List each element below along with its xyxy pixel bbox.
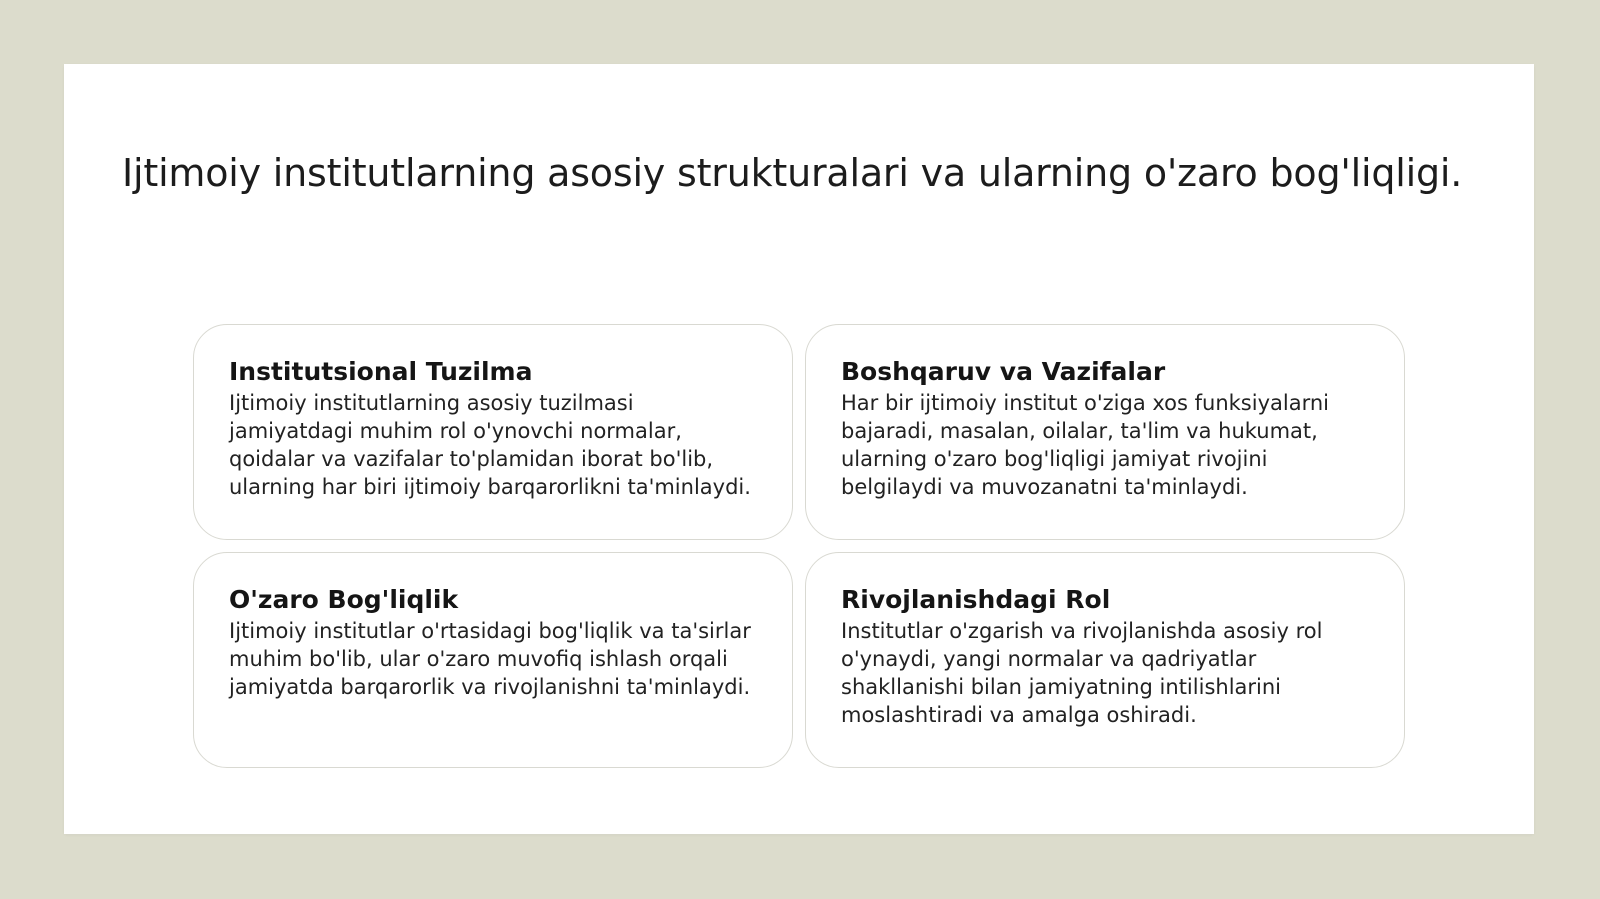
card-title: O'zaro Bog'liqlik	[229, 585, 459, 614]
card-grid	[193, 324, 1405, 768]
card-text: Institutlar o'zgarish va rivojlanishda asosiy rol o'ynaydi, yangi normalar va qadriyatlar shakllanishi bilan jamiyatning intilishlarini moslashtiradi va amalga oshiradi.	[841, 619, 1323, 727]
card-governance-functions	[805, 324, 1405, 540]
card-text: Ijtimoiy institutlarning asosiy tuzilmasi jamiyatdagi muhim rol o'ynovchi normalar, qoidalar va vazifalar to'plamidan iborat bo'lib, ularning har biri ijtimoiy barqarorlikni ta'minlaydi.	[229, 391, 751, 499]
card-interdependence	[193, 552, 793, 768]
card-text: Ijtimoiy institutlar o'rtasidagi bog'liqlik va ta'sirlar muhim bo'lib, ular o'zaro muvofiq ishlash orqali jamiyatda barqarorlik va rivojlanishni ta'minlaydi.	[229, 619, 751, 699]
slide-title: Ijtimoiy institutlarning asosiy strukturalari va ularning o'zaro bog'liqligi.	[122, 151, 1463, 195]
card-title: Institutsional Tuzilma	[229, 357, 533, 386]
card-development-role	[805, 552, 1405, 768]
slide	[64, 64, 1534, 834]
card-text: Har bir ijtimoiy institut o'ziga xos funksiyalarni bajaradi, masalan, oilalar, ta'lim va hukumat, ularning o'zaro bog'liqligi jamiyat rivojini belgilaydi va muvozanatni ta'minlaydi.	[841, 391, 1329, 499]
card-institutional-structure	[193, 324, 793, 540]
card-title: Rivojlanishdagi Rol	[841, 585, 1111, 614]
card-title: Boshqaruv va Vazifalar	[841, 357, 1166, 386]
